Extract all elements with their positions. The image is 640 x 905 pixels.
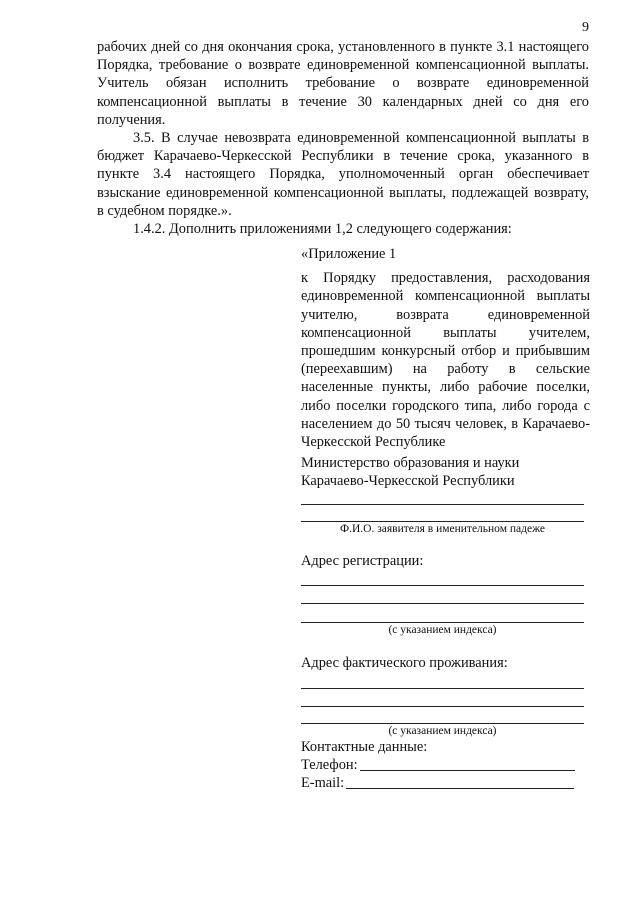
registration-line-3 (301, 622, 584, 623)
registration-line-1 (301, 585, 584, 586)
contacts-label: Контактные данные: (301, 739, 428, 755)
actual-address-label: Адрес фактического проживания: (301, 655, 508, 671)
actual-address-line-3 (301, 723, 584, 724)
email-line (346, 788, 574, 789)
paragraph-continuation: рабочих дней со дня окончания срока, установленного в пункте 3.1 настоящего Порядка, требование о возврате единовременной компенсационной выплаты. Учитель обязан исполнить требование о возврате единовременной компенсационной выплаты в течение 30 календарных дней со дня его получения. (97, 39, 589, 128)
phone-label: Телефон: (301, 757, 358, 773)
phone-line (360, 770, 575, 771)
registration-index-caption: (с указанием индекса) (388, 624, 497, 636)
ministry-addressee: Министерство образования и науки Карачаево-Черкесской Республики (301, 455, 520, 490)
appendix-header (301, 245, 590, 451)
actual-address-line-2 (301, 706, 584, 707)
registration-line-2 (301, 603, 584, 604)
fio-caption: Ф.И.О. заявителя в именительном падеже (340, 523, 545, 535)
paragraph-1-4-2: 1.4.2. Дополнить приложениями 1,2 следующего содержания: (133, 221, 512, 238)
paragraph-3-5: 3.5. В случае невозврата единовременной компенсационной выплаты в бюджет Карачаево-Черкесской Республики в течение срока, указанного в пункте 3.4 настоящего Порядка, уполномоченный орган обеспечивает взыскание единовременной компенсационной выплаты, подлежащей возврату, в судебном порядке.». (97, 130, 589, 219)
actual-address-line-1 (301, 688, 584, 689)
registration-address-label: Адрес регистрации: (301, 553, 424, 569)
email-label: E-mail: (301, 775, 345, 791)
email-row (301, 775, 574, 792)
main-text (97, 38, 589, 238)
appendix-title: «Приложение 1 (301, 246, 397, 262)
appendix-description: к Порядку предоставления, расходования единовременной компенсационной выплаты учителю, возврата единовременной компенсационной выплаты учителем, прошедшим конкурсный отбор и прибывшим (переехавшим) на работу в сельские населенные пункты, либо рабочие поселки, либо поселки городского типа, либо города с населением до 50 тысяч человек, в Карачаево-Черкесской Республике (301, 270, 590, 451)
fio-line-2 (301, 521, 584, 522)
actual-address-index-caption: (с указанием индекса) (388, 725, 497, 737)
page-number: 9 (582, 20, 589, 35)
fio-line-1 (301, 504, 584, 505)
phone-row (301, 757, 575, 774)
